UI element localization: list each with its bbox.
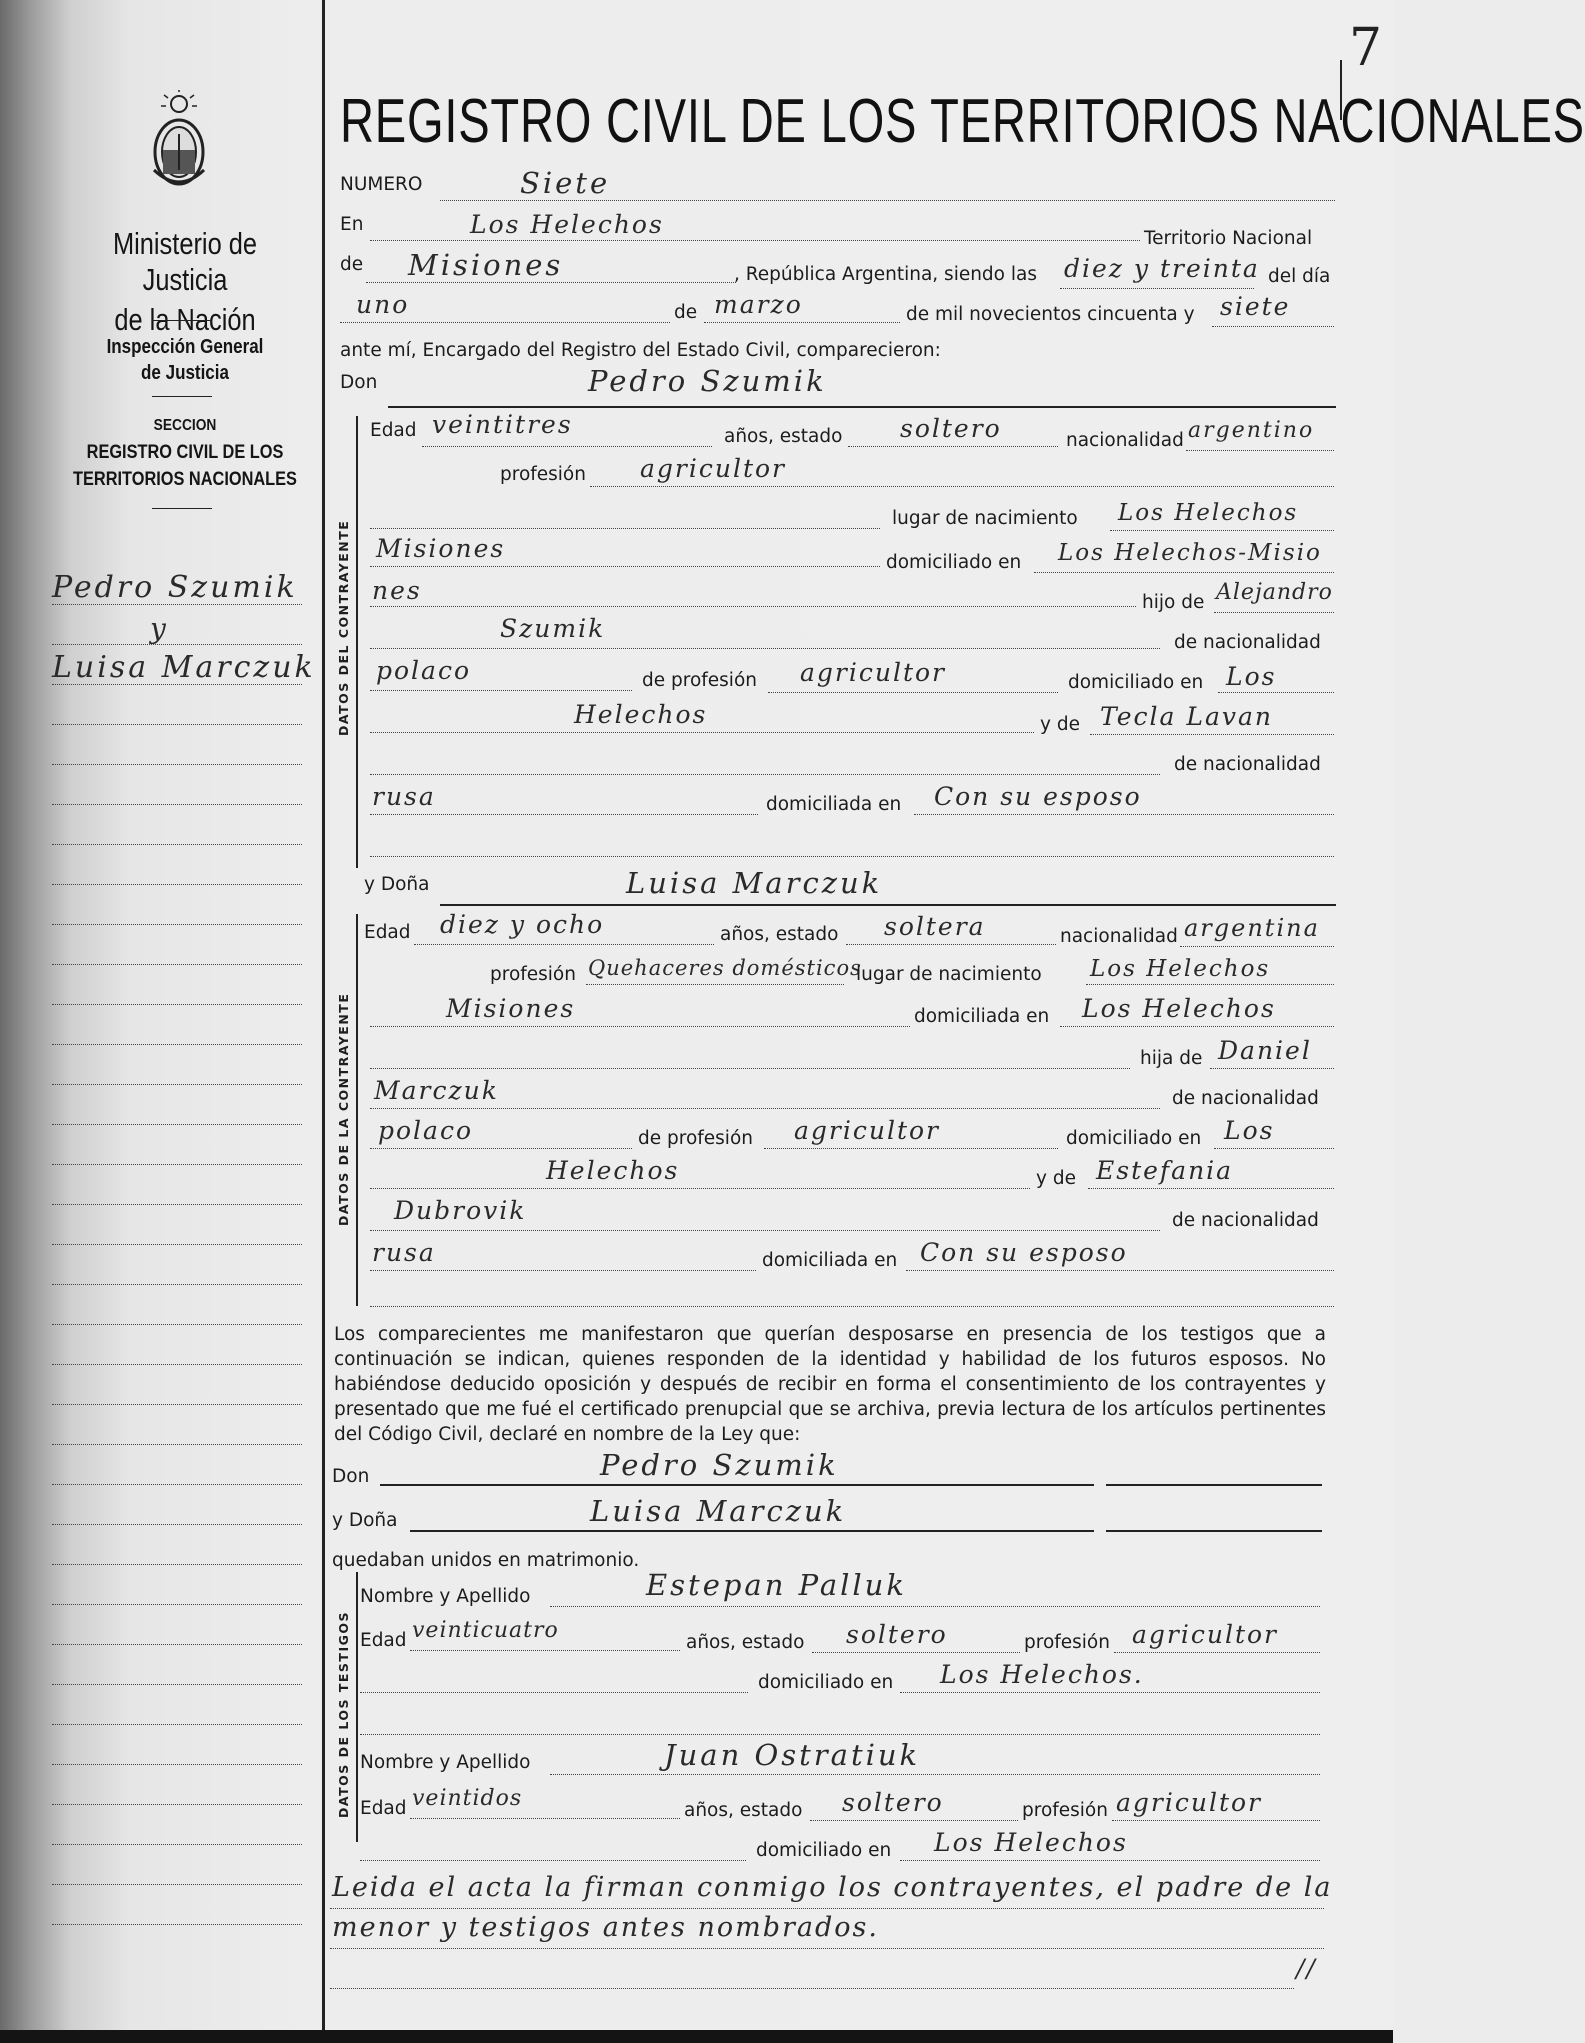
groom-madre-domicilio: Con su esposo — [934, 782, 1142, 811]
groom-estado-line — [848, 446, 1058, 447]
groom-edad-label: Edad — [370, 420, 417, 441]
bride-madre-line — [1088, 1188, 1334, 1189]
w2-nombre-line — [550, 1774, 1320, 1775]
bride-name: Luisa Marczuk — [626, 866, 883, 900]
w2-edad-label: Edad — [360, 1798, 407, 1819]
bride-blank-line — [370, 1068, 1130, 1069]
groom-domicilio-label: domiciliado en — [886, 552, 1022, 573]
bride-padre-dom-cont-line — [370, 1188, 1030, 1189]
anio-value: siete — [1220, 292, 1291, 321]
bride-madre-cont: Dubrovik — [394, 1196, 527, 1225]
witness1-domicilio: Los Helechos. — [940, 1660, 1144, 1689]
closing-line-rule-1 — [330, 1908, 1324, 1909]
groom-madre-nacionalidad: rusa — [372, 782, 436, 811]
groom-blank-line — [370, 528, 880, 529]
de-label: de — [340, 254, 364, 275]
w2-nombre-label: Nombre y Apellido — [360, 1752, 531, 1773]
numero-label: NUMERO — [340, 174, 423, 195]
groom-padre-dom-line — [1218, 692, 1334, 693]
decl-bride: Luisa Marczuk — [590, 1494, 847, 1528]
w2-dom-line — [900, 1860, 1320, 1861]
bride-estado-line — [846, 944, 1056, 945]
groom-padre-nac-label: de nacionalidad — [1174, 632, 1321, 653]
bride-madre-domicilio: Con su esposo — [920, 1238, 1128, 1267]
page-title: REGISTRO CIVIL DE LOS TERRITORIOS NACIONALES — [340, 87, 1585, 156]
groom-domicilio: Los Helechos-Misio — [1058, 540, 1322, 566]
w1-edad-label: Edad — [360, 1630, 407, 1651]
groom-estado: soltero — [900, 414, 1002, 443]
decl-dona-line-2 — [1106, 1530, 1322, 1532]
groom-madre-line — [1090, 734, 1334, 735]
groom-hijo-label: hijo de — [1142, 592, 1205, 613]
bride-padre-domicilio: Los — [1224, 1116, 1275, 1145]
bride-lugar-nacimiento: Los Helechos — [1090, 956, 1271, 982]
bride-padre: Daniel — [1218, 1036, 1312, 1065]
territorio-value: Misiones — [408, 248, 564, 282]
w1-anos-label: años, estado — [686, 1632, 805, 1653]
anio-line — [1212, 326, 1334, 327]
groom-edad-line — [422, 446, 712, 447]
bride-data-label: DATOS DE LA CONTRAYENTE — [336, 992, 351, 1226]
bride-lugar-line — [1086, 984, 1334, 985]
dona-line — [440, 904, 1336, 906]
closing-line-2: menor y testigos antes nombrados. — [332, 1912, 879, 1943]
closing-line-rule-3 — [330, 1988, 1294, 1989]
groom-madre-dom-label: domiciliada en — [766, 794, 902, 815]
groom-block-rule — [356, 416, 358, 868]
closing-line-rule-2 — [330, 1948, 1324, 1949]
sidebar-line — [52, 684, 302, 685]
bride-edad-label: Edad — [364, 922, 411, 943]
witness2-name: Juan Ostratiuk — [664, 1738, 921, 1772]
bride-padre-nac-label: de nacionalidad — [1172, 1088, 1319, 1109]
groom-data-label: DATOS DEL CONTRAYENTE — [336, 519, 351, 736]
bride-padre-dom-label: domiciliado en — [1066, 1128, 1202, 1149]
bride-profesion-label: profesión — [490, 964, 576, 985]
bride-padre-profesion: agricultor — [794, 1116, 941, 1145]
witness2-edad: veintidos — [412, 1786, 523, 1811]
groom-domicilio-cont: nes — [372, 576, 422, 605]
bride-madre: Estefania — [1096, 1156, 1234, 1185]
numero-line — [440, 200, 1335, 201]
groom-padre-prof-line — [768, 692, 1058, 693]
en-label: En — [340, 214, 364, 235]
bride-edad-line — [414, 944, 714, 945]
w2-estado-line — [810, 1820, 1018, 1821]
groom-padre-prof-label: de profesión — [642, 670, 757, 691]
margin-rule — [322, 0, 325, 2030]
groom-madre: Tecla Lavan — [1100, 702, 1274, 731]
bride-domicilio: Los Helechos — [1082, 994, 1276, 1023]
bride-anos-label: años, estado — [720, 924, 839, 945]
w1-prof-line — [1114, 1652, 1320, 1653]
bride-madre-dom-label: domiciliada en — [762, 1250, 898, 1271]
groom-padre: Alejandro — [1216, 580, 1333, 605]
groom-domicilio-cont-line — [370, 606, 1136, 607]
groom-madre-nac-line — [370, 814, 758, 815]
groom-padre-domicilio: Los — [1226, 662, 1277, 691]
bride-block-rule — [356, 914, 358, 1306]
sidebar-line — [52, 604, 302, 605]
w1-dom-line — [900, 1692, 1320, 1693]
hora-value: diez y treinta — [1064, 254, 1260, 283]
bride-madre-nac-label: de nacionalidad — [1172, 1210, 1319, 1231]
closing-mark: // — [1296, 1954, 1317, 1983]
sidebar-groom-name: Pedro Szumik — [52, 570, 298, 605]
groom-padre-cont: Szumik — [500, 614, 606, 643]
bride-blank-line-2 — [370, 1306, 1334, 1307]
bride-padre-prof-line — [764, 1148, 1058, 1149]
bride-padre-cont-line — [370, 1108, 1160, 1109]
del-dia-label: del día — [1268, 266, 1331, 287]
hora-line — [1060, 288, 1254, 289]
groom-profesion-line — [590, 486, 1334, 487]
groom-nac-label: nacionalidad — [1066, 430, 1184, 451]
bride-padre-line — [1210, 1068, 1334, 1069]
w1-edad-line — [410, 1650, 680, 1651]
groom-nacionalidad: argentino — [1188, 418, 1315, 443]
w1-blank-line-2 — [360, 1734, 1320, 1735]
witness2-estado: soltero — [842, 1788, 944, 1817]
dona-label: y Doña — [364, 874, 430, 895]
groom-nac-line — [1186, 450, 1334, 451]
groom-anos-label: años, estado — [724, 426, 843, 447]
ministry-heading: Ministerio de Justicia de la Nación — [112, 226, 258, 337]
bride-madre-nac-line — [370, 1270, 756, 1271]
bride-nacionalidad: argentina — [1184, 914, 1320, 942]
bride-madre-cont-line — [370, 1230, 1160, 1231]
de2-label: de — [674, 302, 698, 323]
groom-y-de-label: y de — [1040, 714, 1080, 735]
bride-lugar-cont-line — [370, 1026, 910, 1027]
decl-groom: Pedro Szumik — [600, 1448, 839, 1482]
decl-don-line-2 — [1106, 1484, 1322, 1486]
groom-lugar-nacimiento-cont: Misiones — [376, 534, 506, 563]
witness1-edad: veinticuatro — [412, 1618, 559, 1643]
page-number: 7 — [1349, 18, 1383, 78]
mes-value: marzo — [714, 290, 803, 319]
sidebar-line — [52, 644, 302, 645]
w2-dom-label: domiciliado en — [756, 1840, 892, 1861]
bride-estado: soltera — [884, 912, 986, 941]
decl-dona-line — [410, 1530, 1094, 1532]
de-mil-label: de mil novecientos cincuenta y — [906, 304, 1195, 325]
groom-padre-cont-line — [370, 648, 1160, 649]
groom-edad: veintitres — [432, 410, 573, 439]
w2-prof-line — [1112, 1820, 1320, 1821]
witness1-estado: soltero — [846, 1620, 948, 1649]
w1-nombre-label: Nombre y Apellido — [360, 1586, 531, 1607]
bride-lugar-label: lugar de nacimiento — [856, 964, 1042, 985]
dia-value: uno — [356, 290, 410, 319]
groom-padre-dom-label: domiciliado en — [1068, 672, 1204, 693]
bride-nac-label: nacionalidad — [1060, 926, 1178, 947]
bride-madre-nacionalidad: rusa — [372, 1238, 436, 1267]
bride-y-de-label: y de — [1036, 1168, 1076, 1189]
bride-lugar-nacimiento-cont: Misiones — [446, 994, 576, 1023]
w1-dom-label: domiciliado en — [758, 1672, 894, 1693]
bride-padre-nac-line — [370, 1148, 632, 1149]
groom-lugar-label: lugar de nacimiento — [892, 508, 1078, 529]
groom-padre-line — [1214, 612, 1334, 613]
bride-madre-dom-line — [906, 1270, 1334, 1271]
w2-blank-line — [360, 1860, 746, 1861]
groom-padre-profesion: agricultor — [800, 658, 947, 687]
w1-nombre-line — [550, 1606, 1320, 1607]
bride-padre-domicilio-cont: Helechos — [546, 1156, 680, 1185]
groom-madre-cont-line — [370, 774, 1160, 775]
territorio-label: Territorio Nacional — [1144, 228, 1313, 249]
dia-line — [340, 322, 670, 323]
en-line — [370, 240, 1140, 241]
groom-padre-dom-cont-line — [370, 732, 1034, 733]
groom-lugar-cont-line — [370, 566, 880, 567]
inspection-heading: Inspección General de Justicia — [106, 336, 264, 384]
don-line — [388, 406, 1336, 408]
w2-anos-label: años, estado — [684, 1800, 803, 1821]
witness2-profesion: agricultor — [1116, 1788, 1263, 1817]
groom-name: Pedro Szumik — [588, 364, 827, 398]
bride-domicilio-line — [1060, 1026, 1334, 1027]
decl-don-label: Don — [332, 1466, 370, 1487]
groom-madre-nac-label: de nacionalidad — [1174, 754, 1321, 775]
numero-value: Siete — [520, 166, 611, 200]
w1-prof-label: profesión — [1024, 1632, 1110, 1653]
section-heading: SECCION REGISTRO CIVIL DE LOS TERRITORIOS NACIONALES — [73, 417, 297, 490]
groom-domicilio-line — [1034, 572, 1334, 573]
w2-edad-line — [410, 1818, 680, 1819]
bride-padre-dom-line — [1214, 1148, 1334, 1149]
declaration-paragraph: Los comparecientes me manifestaron que querían desposarse en presencia de los testigos que a continuación se indican, quienes responden de la identidad y habilidad de los futuros esposos. No habiéndose deducido oposición y después de recibir en forma el consentimiento de los contrayentes y presentado que me fué el certificado prenupcial que se archiva, previa lectura de los artículos pertinentes del Código Civil, declaré en nombre de la Ley que: — [334, 1324, 1326, 1445]
sidebar-divider — [152, 396, 212, 397]
scan-bottom-edge — [0, 2030, 1393, 2043]
quedaban-text: quedaban unidos en matrimonio. — [332, 1550, 640, 1571]
bride-padre-prof-label: de profesión — [638, 1128, 753, 1149]
groom-lugar-line — [1110, 530, 1334, 531]
decl-don-line — [380, 1484, 1094, 1486]
ante-mi-text: ante mí, Encargado del Registro del Estado Civil, comparecieron: — [340, 340, 941, 361]
bride-domicilio-label: domiciliada en — [914, 1006, 1050, 1027]
witness-block-rule — [356, 1572, 358, 1842]
groom-padre-nac-line — [370, 690, 632, 691]
sidebar-divider — [152, 320, 212, 321]
w2-prof-label: profesión — [1022, 1800, 1108, 1821]
groom-madre-dom-line — [914, 814, 1334, 815]
groom-padre-nacionalidad: polaco — [376, 656, 472, 685]
lugar-value: Los Helechos — [470, 210, 664, 239]
sidebar-divider — [152, 508, 212, 509]
witness1-name: Estepan Palluk — [646, 1568, 907, 1602]
witness2-domicilio: Los Helechos — [934, 1828, 1128, 1857]
coat-of-arms-seal — [148, 90, 210, 198]
mes-line — [704, 322, 900, 323]
closing-line-1: Leida el acta la firman conmigo los contrayentes, el padre de la — [332, 1872, 1333, 1903]
groom-profesion-label: profesión — [500, 464, 586, 485]
bride-padre-nacionalidad: polaco — [378, 1116, 474, 1145]
w1-blank-line — [360, 1692, 748, 1693]
republica-label: , República Argentina, siendo las — [734, 264, 1037, 285]
bride-padre-cont: Marczuk — [374, 1076, 499, 1105]
groom-blank-line-2 — [370, 856, 1334, 857]
bride-nac-line — [1180, 946, 1334, 947]
bride-edad: diez y ocho — [440, 910, 605, 939]
witness1-profesion: agricultor — [1132, 1620, 1279, 1649]
don-label: Don — [340, 372, 378, 393]
groom-lugar-nacimiento: Los Helechos — [1118, 500, 1299, 526]
groom-profesion: agricultor — [640, 454, 787, 483]
witness-data-label: DATOS DE LOS TESTIGOS — [336, 1611, 351, 1818]
bride-hija-label: hija de — [1140, 1048, 1203, 1069]
sidebar-bride-name: Luisa Marczuk — [52, 650, 316, 685]
territorio-line — [366, 282, 736, 283]
sidebar-and: y — [150, 612, 169, 645]
bride-profesion: Quehaceres domésticos — [588, 956, 862, 980]
bride-profesion-line — [586, 984, 844, 985]
decl-dona-label: y Doña — [332, 1510, 398, 1531]
w1-estado-line — [812, 1652, 1020, 1653]
groom-padre-domicilio-cont: Helechos — [574, 700, 708, 729]
